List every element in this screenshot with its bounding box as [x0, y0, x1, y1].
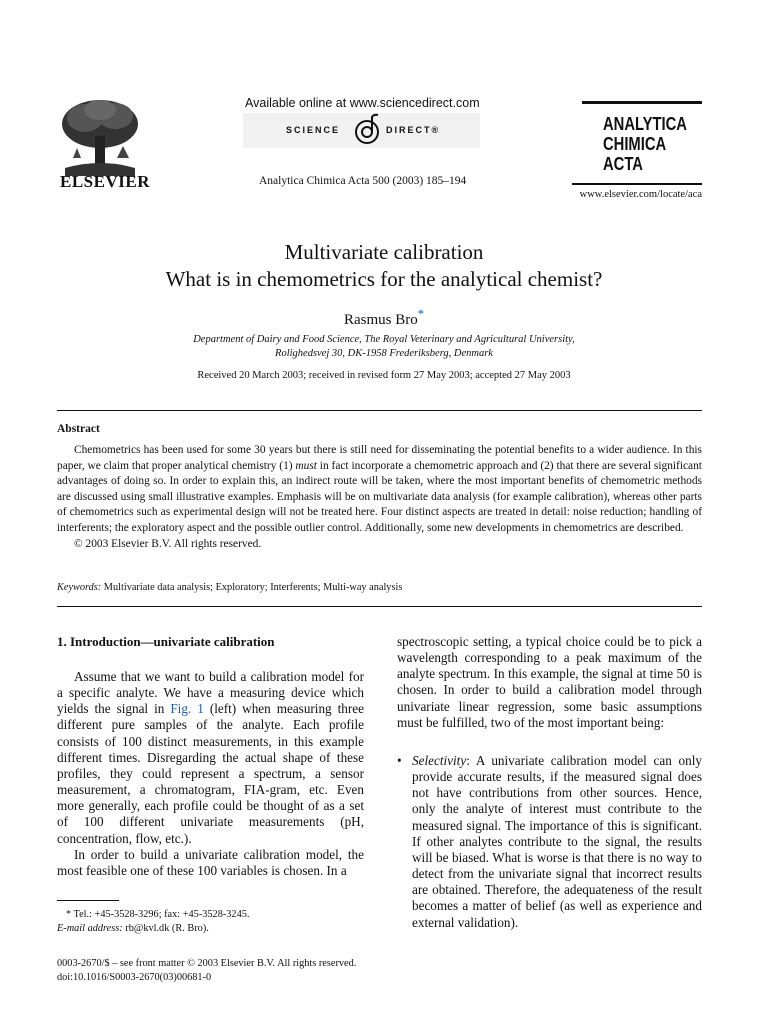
- sciencedirect-right-word: DIRECT®: [386, 125, 441, 135]
- affiliation-line: Department of Dairy and Food Science, The Royal Veterinary and Agricultural University,: [193, 334, 575, 345]
- abstract-text: in fact incorporate a chemometric approach and (2) that there are several significant advantages of doing so. In order to explain this, an indirect route will be taken, where the most important benefits of chemometric methods are discussed using small illustrative examples. Emphasis will be on multivariate data analysis (for example calibration), whereas other parts of chemometrics such as experimental design will not be treated here. Four distinct aspects are treated in detail: noise reduction; handling of interferents; the exploratory aspect and the possible outlier control. Additionally, some new developments in chemometrics are described.: [57, 459, 702, 534]
- journal-url-link[interactable]: www.elsevier.com/locate/aca: [579, 189, 702, 200]
- right-column: [397, 634, 702, 931]
- abstract-heading: Abstract: [57, 423, 100, 435]
- affiliation-line: Rolighedsvej 30, DK-1958 Frederiksberg, Denmark: [275, 348, 493, 359]
- body-paragraph: spectroscopic setting, a typical choice could be to pick a wavelength corresponding to a peak maximum of the analyte spectrum. In this example, the signal at time 50 is chosen. In order to build a calibration model through univariate linear regression, some basic assumptions must be fulfilled, two of the most important being:: [397, 634, 702, 730]
- journal-title-line: ANALYTICA: [603, 114, 687, 134]
- bullet-text: : A univariate calibration model can only provide accurate results, if the measured signal does not have contributions from other sources. Hence, only the analyte of interest must contribute to the measured signal. The importance of this is significant. If other analytes contribute to the signal, the results will be biased. What is worse is that there is no way to detect from the univariate signal that incorrect results are obtained. Therefore, the adequateness of the result becomes a matter of belief (as well as experience and external validation).: [412, 752, 702, 930]
- elsevier-tree-logo: [55, 96, 145, 176]
- email-label: E-mail address:: [57, 923, 123, 934]
- author-footnote-link[interactable]: *: [417, 307, 424, 321]
- journal-title-line: ACTA: [603, 154, 643, 174]
- keywords-label: Keywords:: [57, 582, 102, 593]
- footnote-rule: [57, 900, 119, 901]
- body-paragraph: In order to build a univariate calibration model, the most feasible one of these 100 variables is chosen. In a: [57, 846, 364, 878]
- author-name: Rasmus Bro: [343, 312, 418, 328]
- available-online-text[interactable]: Available online at www.sciencedirect.com: [245, 96, 480, 110]
- sciencedirect-d-icon: [352, 113, 382, 147]
- journal-title: [603, 114, 685, 174]
- divider: [57, 606, 702, 607]
- left-column: [57, 669, 364, 879]
- author-line: [0, 307, 768, 329]
- body-text: (left) when measuring three different pure samples of the analyte. Each profile consists of 100 distinct measurements, in this example different times. Disregarding the actual shape of these profiles, they could represent a spectrum, a sensor measurement, a chromatogram, FIA-gram, etc. Even more generally, each profile could be thought of as a set of 100 different univariate measurements (pH, concentration, flow, etc.).: [57, 701, 365, 846]
- body-text: Assume that we want to build a calibration model for a specific analyte. We have a measuring device which yields the signal in: [57, 669, 364, 717]
- abstract-text: Chemometrics has been used for some 30 years but there is still need for disseminating the potential benefits to a wider audience. In this paper, we claim that proper analytical chemistry (1): [57, 444, 702, 472]
- abstract-emphasis: must: [295, 459, 317, 472]
- bullet-icon: •: [397, 752, 402, 768]
- doi-line: doi:10.1016/S0003-2670(03)00681-0: [57, 972, 212, 983]
- front-matter-line: 0003-2670/$ – see front matter © 2003 Elsevier B.V. All rights reserved.: [57, 958, 357, 969]
- publisher-name: ELSEVIER: [60, 172, 150, 191]
- footnote-email: [57, 923, 209, 934]
- email-address[interactable]: rb@kvl.dk (R. Bro).: [122, 923, 209, 934]
- abstract-body: [57, 443, 702, 552]
- article-title: Multivariate calibration: [284, 240, 484, 264]
- journal-title-line: CHIMICA: [603, 134, 667, 154]
- section-heading: 1. Introduction—univariate calibration: [57, 634, 275, 649]
- divider: [57, 410, 702, 411]
- body-paragraph: [57, 669, 364, 847]
- journal-rule-bottom: [572, 183, 702, 185]
- bullet-item: [397, 753, 702, 931]
- journal-citation: Analytica Chimica Acta 500 (2003) 185–194: [259, 175, 467, 187]
- abstract-paragraph: [57, 443, 702, 537]
- bullet-term: Selectivity: [412, 752, 467, 768]
- article-subtitle: What is in chemometrics for the analytical chemist?: [165, 267, 603, 291]
- keywords: [57, 582, 402, 593]
- received-dates: Received 20 March 2003; received in revised form 27 May 2003; accepted 27 May 2003: [197, 370, 571, 381]
- footnote-contact: * Tel.: +45-3528-3296; fax: +45-3528-3245.: [66, 909, 250, 920]
- figure-link[interactable]: Fig. 1: [170, 701, 204, 717]
- abstract-copyright: © 2003 Elsevier B.V. All rights reserved.: [74, 537, 262, 550]
- journal-rule-top: [582, 101, 702, 104]
- keywords-text: Multivariate data analysis; Exploratory; Interferents; Multi-way analysis: [101, 582, 403, 593]
- sciencedirect-left-word: SCIENCE: [286, 125, 341, 135]
